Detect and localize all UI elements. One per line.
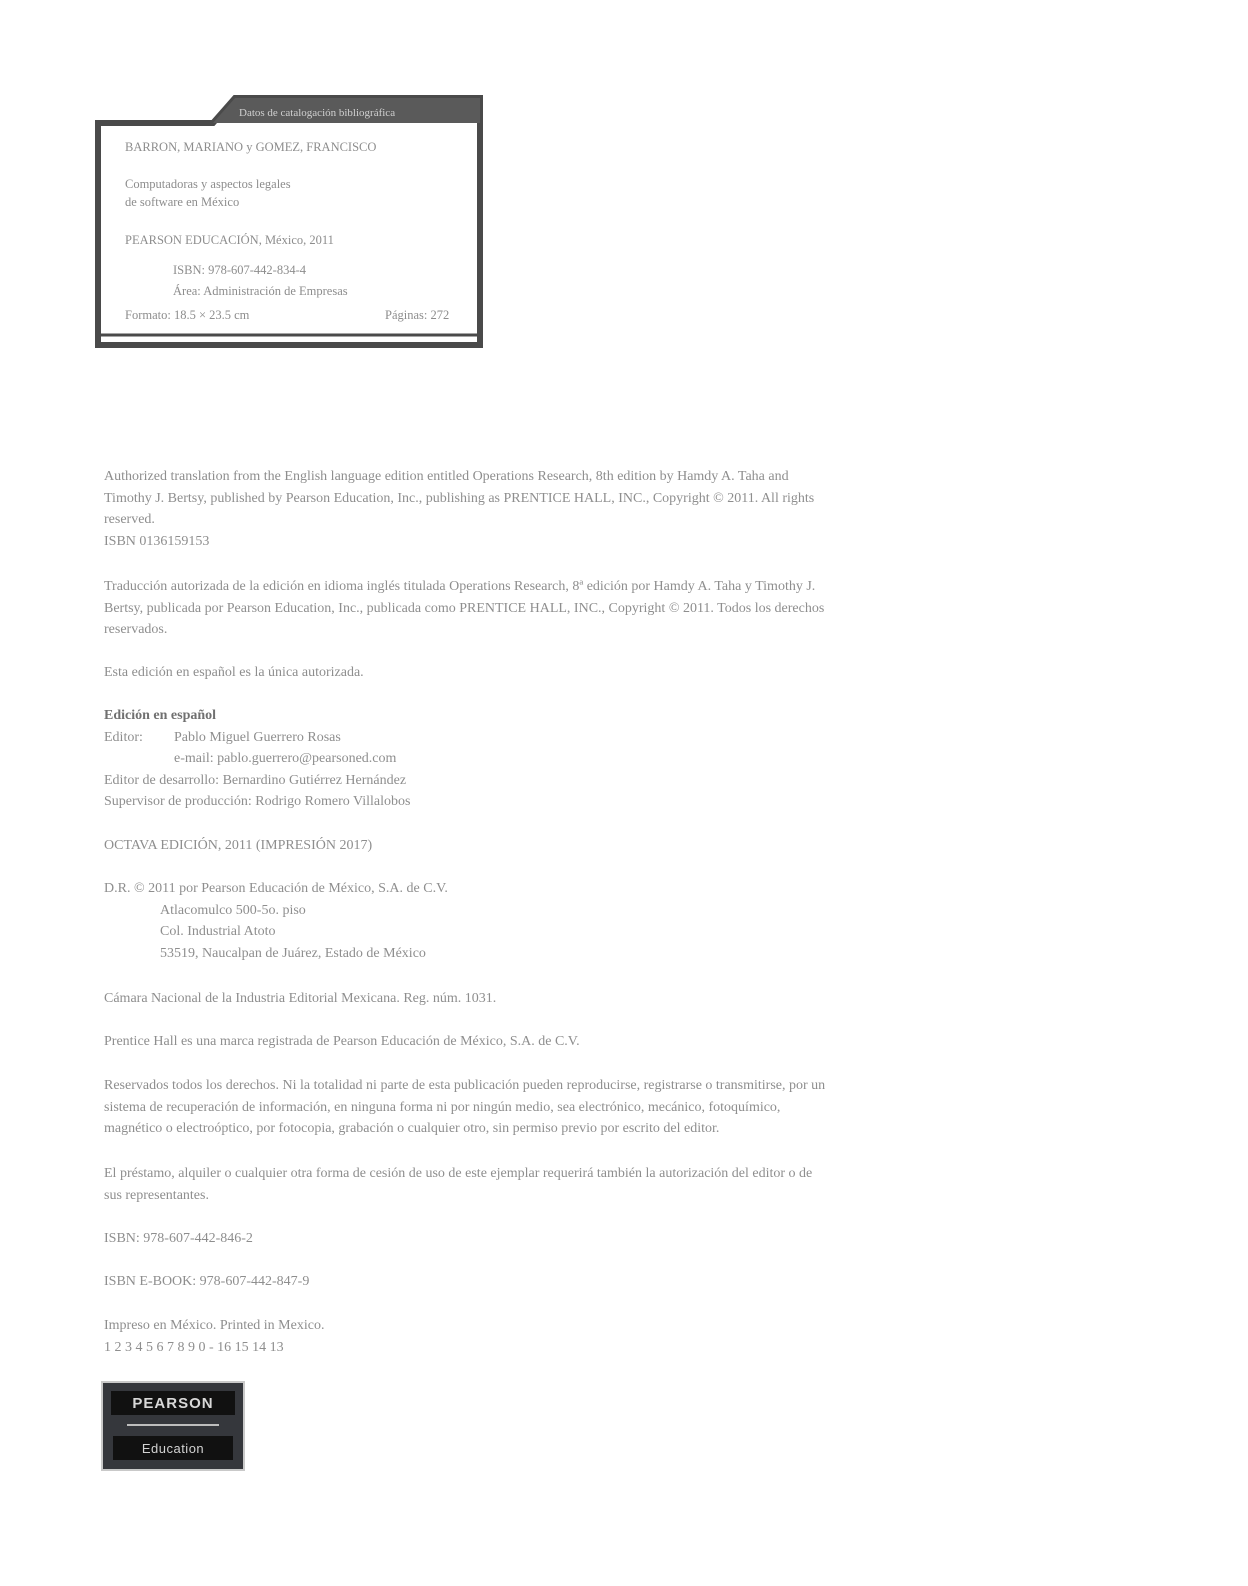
text-line: ISBN 0136159153 [104, 533, 210, 549]
editor-row [104, 727, 1104, 749]
card-format: Formato: 18.5 × 23.5 cm [125, 308, 250, 322]
card-author: BARRON, MARIANO y GOMEZ, FRANCISCO [125, 140, 377, 154]
text-line: Traducción autorizada de la edición en idioma inglés titulada Operations Research, 8ª edición por Hamdy A. Taha y Timothy J. [104, 579, 816, 594]
text-line: sus representantes. [104, 1187, 209, 1203]
prestamo [104, 1163, 1104, 1206]
address-line: D.R. © 2011 por Pearson Educación de México, S.A. de C.V. [104, 881, 448, 896]
text-line: Authorized translation from the English language edition entitled Operations Research, 8th edition by Hamdy A. Taha and [104, 469, 789, 484]
primera-edicion: OCTAVA EDICIÓN, 2011 (IMPRESIÓN 2017) [104, 838, 373, 853]
address-line: Atlacomulco 500-5o. piso [160, 902, 306, 918]
text-line: 1 2 3 4 5 6 7 8 9 0 - 16 15 14 13 [104, 1339, 284, 1355]
catalog-card [95, 95, 483, 348]
editor-email-row [104, 748, 1104, 770]
card-area: Área: Administración de Empresas [173, 284, 348, 298]
editor-desarrollo: Editor de desarrollo: Bernardino Gutiérrez Hernández [104, 772, 407, 788]
text-line: reserved. [104, 512, 155, 527]
authorized-translation [104, 466, 1104, 552]
text-line: Reservados todos los derechos. Ni la totalidad ni parte de esta publicación pueden reproducirse, registrarse o transmitirse, por un [104, 1078, 826, 1093]
card-tab-label: Datos de catalogación bibliográfica [239, 107, 396, 119]
marca-registrada: Prentice Hall es una marca registrada de Pearson Educación de México, S.A. de C.V. [104, 1034, 580, 1049]
unica-autorizada: Esta edición en español es la única autorizada. [104, 665, 364, 680]
editor-name: Pablo Miguel Guerrero Rosas [174, 729, 341, 745]
logo-bottom-text: Education [113, 1436, 233, 1460]
isbn-ebook: ISBN E-BOOK: 978-607-442-847-9 [104, 1274, 310, 1289]
text-line: sistema de recuperación de información, en ninguna forma ni por ningún medio, sea electrónico, mecánico, fotoquímico, [104, 1099, 781, 1115]
printed-in [104, 1315, 1104, 1358]
logo-top-text: PEARSON [111, 1391, 235, 1415]
card-title-1: Computadoras y aspectos legales [125, 177, 291, 191]
text-line: reservados. [104, 622, 168, 637]
edicion-espanol [104, 705, 1104, 813]
registered-mark-icon [251, 1459, 395, 1549]
camara-nacional: Cámara Nacional de la Industria Editorial Mexicana. Reg. núm. 1031. [104, 991, 497, 1006]
text-line: Impreso en México. Printed in Mexico. [104, 1318, 325, 1333]
isbn-print: ISBN: 978-607-442-846-2 [104, 1231, 253, 1246]
derechos-reservados [104, 1075, 1104, 1140]
folder-frame-icon [95, 95, 483, 348]
editor-email: e-mail: pablo.guerrero@pearsoned.com [174, 751, 397, 766]
traduccion-autorizada [104, 576, 1104, 641]
publisher-address [104, 878, 1104, 964]
edicion-heading: Edición en español [104, 708, 217, 723]
text-line: El préstamo, alquiler o cualquier otra forma de cesión de uso de este ejemplar requerirá también la autorización del editor o de [104, 1166, 813, 1181]
supervisor-produccion: Supervisor de producción: Rodrigo Romero Villalobos [104, 794, 411, 809]
text-line: Timothy J. Bertsy, published by Pearson Education, Inc., publishing as PRENTICE HALL, INC., Copyright © 2011. All rights [104, 490, 815, 506]
editor-label: Editor: [104, 729, 143, 745]
address-line: Col. Industrial Atoto [160, 924, 276, 939]
card-edition: PEARSON EDUCACIÓN, México, 2011 [125, 233, 334, 247]
card-title-2: de software en México [125, 195, 240, 209]
card-pages: Páginas: 272 [385, 308, 450, 322]
text-line: magnético o electroóptico, por fotocopia, grabación o cualquier otro, sin permiso previo por escrito del editor. [104, 1121, 720, 1136]
text-line: Bertsy, publicada por Pearson Education, Inc., publicada como PRENTICE HALL, INC., Copyright © 2011. Todos los derechos [104, 600, 825, 616]
card-isbn: ISBN: 978-607-442-834-4 [173, 263, 306, 277]
pearson-logo [101, 1381, 245, 1471]
address-line: 53519, Naucalpan de Juárez, Estado de México [160, 945, 426, 961]
